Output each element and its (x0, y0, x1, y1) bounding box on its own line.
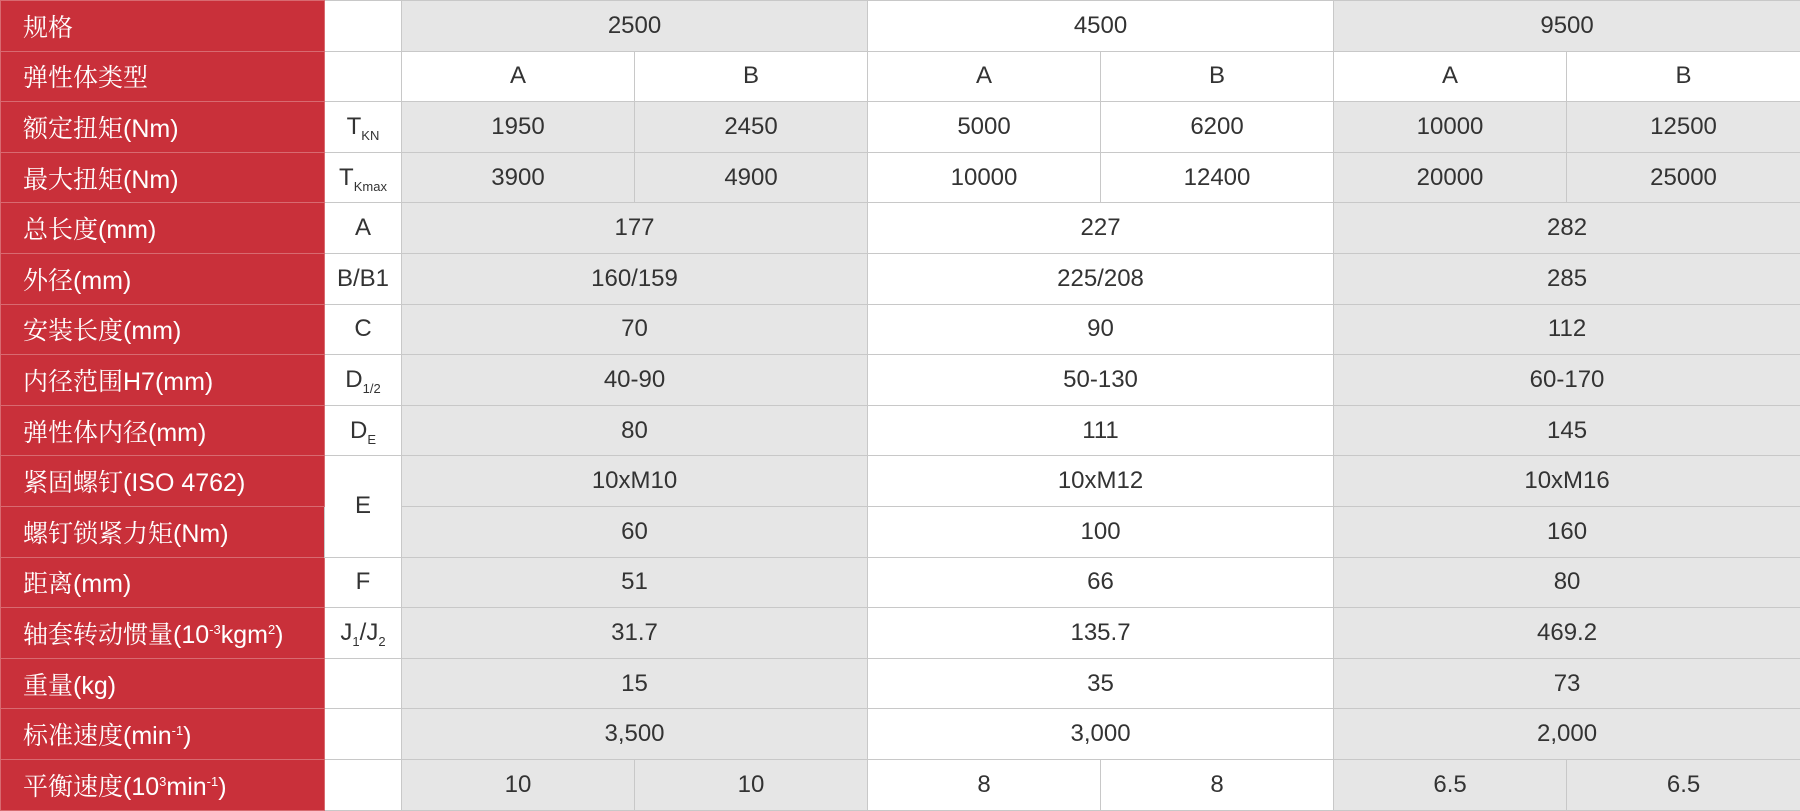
value-cell: 80 (402, 405, 868, 456)
row-label: 距离(mm) (1, 557, 325, 608)
row-label: 总长度(mm) (1, 203, 325, 254)
symbol-main: D (345, 366, 362, 393)
row-total-length (1, 203, 1800, 254)
value-cell: 51 (402, 557, 868, 608)
value-cell: 10xM10 (402, 456, 868, 507)
symbol-cell (325, 51, 402, 102)
row-weight (1, 658, 1800, 709)
row-label: 内径范围H7(mm) (1, 355, 325, 406)
value-cell: 8 (868, 759, 1101, 810)
value-cell: 25000 (1567, 152, 1800, 203)
symbol-cell (325, 608, 402, 659)
value-cell: 2,000 (1334, 709, 1800, 760)
label-text: ) (275, 621, 283, 649)
symbol-sub: E (367, 432, 376, 447)
value-cell: 10xM16 (1334, 456, 1800, 507)
row-label: 外径(mm) (1, 253, 325, 304)
symbol-cell: F (325, 557, 402, 608)
row-screw-torque (1, 506, 1800, 557)
label-text: min (166, 773, 206, 801)
row-label: 弹性体内径(mm) (1, 405, 325, 456)
row-standard-speed (1, 709, 1800, 760)
value-cell: 90 (868, 304, 1334, 355)
symbol-main: T (347, 113, 362, 140)
row-outer-diameter (1, 253, 1800, 304)
symbol-cell: B/B1 (325, 253, 402, 304)
value-cell: A (1334, 51, 1567, 102)
value-cell: 10000 (1334, 102, 1567, 153)
value-cell: 285 (1334, 253, 1800, 304)
symbol-sep: / (360, 619, 367, 646)
value-cell: 12500 (1567, 102, 1800, 153)
value-cell: 145 (1334, 405, 1800, 456)
row-spec (1, 1, 1800, 52)
value-cell: 160 (1334, 506, 1800, 557)
value-cell: 60 (402, 506, 868, 557)
value-cell: 66 (868, 557, 1334, 608)
value-cell: 111 (868, 405, 1334, 456)
row-bore-range (1, 355, 1800, 406)
value-cell: 1950 (402, 102, 635, 153)
value-cell: B (635, 51, 868, 102)
value-cell: 60-170 (1334, 355, 1800, 406)
value-cell: 100 (868, 506, 1334, 557)
label-sup: 2 (268, 622, 275, 637)
symbol-cell (325, 102, 402, 153)
row-label: 紧固螺钉(ISO 4762) (1, 456, 325, 507)
label-sup: -3 (209, 622, 221, 637)
row-elastomer-type (1, 51, 1800, 102)
row-balance-speed (1, 759, 1800, 810)
value-cell: 6.5 (1334, 759, 1567, 810)
value-cell: 3,000 (868, 709, 1334, 760)
row-label: 弹性体类型 (1, 51, 325, 102)
row-label: 重量(kg) (1, 658, 325, 709)
label-text: 轴套转动惯量(10 (23, 621, 209, 649)
value-cell: 3900 (402, 152, 635, 203)
value-cell: A (868, 51, 1101, 102)
value-cell: 282 (1334, 203, 1800, 254)
row-set-screw (1, 456, 1800, 507)
row-label: 安装长度(mm) (1, 304, 325, 355)
row-label (1, 608, 325, 659)
row-inertia (1, 608, 1800, 659)
row-install-length (1, 304, 1800, 355)
value-cell: 10 (402, 759, 635, 810)
symbol-cell: A (325, 203, 402, 254)
value-cell: 5000 (868, 102, 1101, 153)
row-distance (1, 557, 1800, 608)
row-max-torque (1, 152, 1800, 203)
label-sup: 3 (159, 774, 166, 789)
symbol-cell (325, 152, 402, 203)
symbol-cell (325, 709, 402, 760)
value-cell: 4500 (868, 1, 1334, 52)
value-cell: 160/159 (402, 253, 868, 304)
symbol-cell (325, 1, 402, 52)
row-label: 螺钉锁紧力矩(Nm) (1, 506, 325, 557)
row-rated-torque (1, 102, 1800, 153)
value-cell: 2450 (635, 102, 868, 153)
value-cell: 225/208 (868, 253, 1334, 304)
symbol-main: D (350, 417, 367, 444)
label-text: ) (183, 722, 191, 750)
value-cell: 227 (868, 203, 1334, 254)
value-cell: 10000 (868, 152, 1101, 203)
symbol-sub: 1/2 (363, 381, 381, 396)
value-cell: 12400 (1101, 152, 1334, 203)
row-label (1, 759, 325, 810)
row-label (1, 709, 325, 760)
value-cell: 80 (1334, 557, 1800, 608)
label-text: kgm (221, 621, 268, 649)
label-text: ) (218, 773, 226, 801)
symbol-cell (325, 658, 402, 709)
label-text: 标准速度(min (23, 722, 172, 750)
symbol-cell: E (325, 456, 402, 557)
value-cell: 20000 (1334, 152, 1567, 203)
value-cell: 70 (402, 304, 868, 355)
symbol-sub: 1 (352, 634, 359, 649)
symbol-main: T (339, 164, 354, 191)
value-cell: B (1567, 51, 1800, 102)
symbol-cell (325, 759, 402, 810)
label-sup: -1 (172, 723, 184, 738)
symbol-cell (325, 405, 402, 456)
value-cell: 10xM12 (868, 456, 1334, 507)
value-cell: 6200 (1101, 102, 1334, 153)
symbol-sub: KN (361, 128, 379, 143)
value-cell: 40-90 (402, 355, 868, 406)
value-cell: 177 (402, 203, 868, 254)
value-cell: 50-130 (868, 355, 1334, 406)
row-label: 额定扭矩(Nm) (1, 102, 325, 153)
value-cell: 135.7 (868, 608, 1334, 659)
value-cell: 3,500 (402, 709, 868, 760)
symbol-sub: Kmax (354, 179, 387, 194)
symbol-main: J (340, 619, 352, 646)
value-cell: 73 (1334, 658, 1800, 709)
value-cell: 9500 (1334, 1, 1800, 52)
value-cell: 469.2 (1334, 608, 1800, 659)
value-cell: B (1101, 51, 1334, 102)
row-elastomer-bore (1, 405, 1800, 456)
label-text: 平衡速度(10 (23, 773, 159, 801)
value-cell: 35 (868, 658, 1334, 709)
value-cell: 15 (402, 658, 868, 709)
value-cell: 8 (1101, 759, 1334, 810)
value-cell: 4900 (635, 152, 868, 203)
symbol-sub: 2 (378, 634, 385, 649)
value-cell: 112 (1334, 304, 1800, 355)
symbol-main: J (366, 619, 378, 646)
symbol-cell (325, 355, 402, 406)
symbol-cell: C (325, 304, 402, 355)
row-label: 最大扭矩(Nm) (1, 152, 325, 203)
value-cell: A (402, 51, 635, 102)
label-sup: -1 (207, 774, 219, 789)
value-cell: 10 (635, 759, 868, 810)
row-label: 规格 (1, 1, 325, 52)
value-cell: 31.7 (402, 608, 868, 659)
value-cell: 6.5 (1567, 759, 1800, 810)
value-cell: 2500 (402, 1, 868, 52)
